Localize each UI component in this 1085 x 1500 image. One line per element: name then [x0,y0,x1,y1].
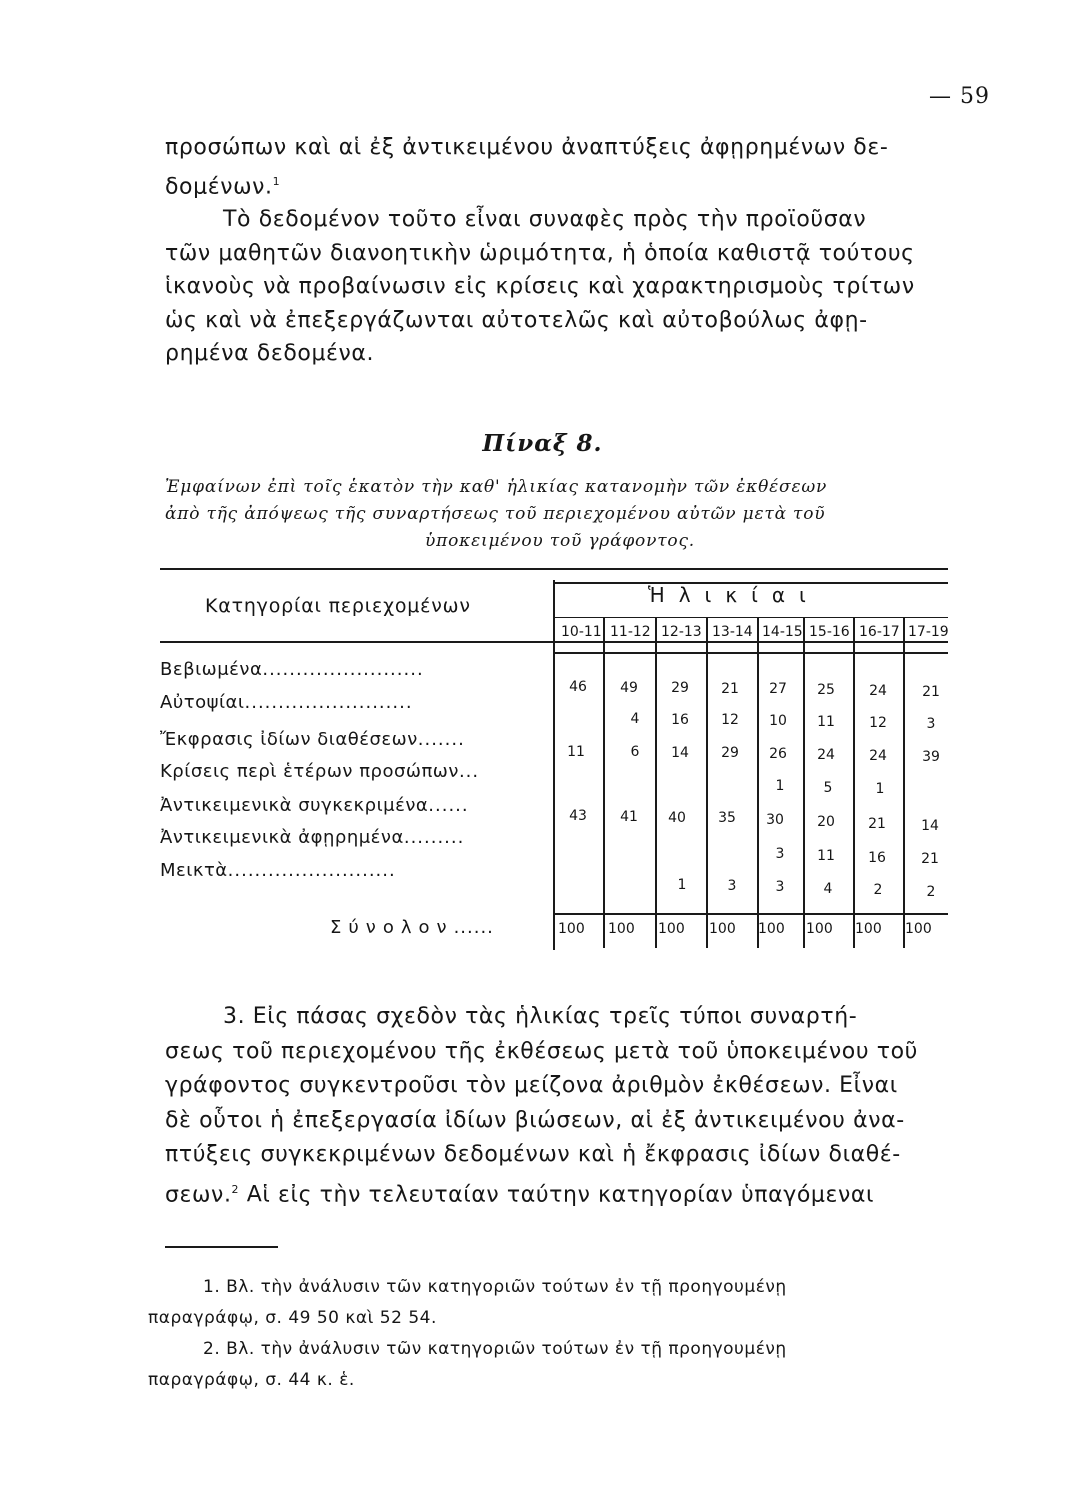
column-divider [603,618,605,948]
table-cell: 2 [926,884,936,900]
row-label-vevio: Βεβιωμένα........................ [160,659,424,680]
age-header: Ἡλικίαι [648,583,820,607]
table-cell: 46 [569,679,587,695]
age-group-label: 17-19 [908,624,949,640]
table-cell: 16 [868,850,886,866]
paragraph-bottom [165,1000,958,1212]
table-cell: 5 [823,780,833,796]
table-cell: 21 [921,851,939,867]
age-group-label: 12-13 [661,624,702,640]
age-group-label: 15-16 [809,624,850,640]
column-divider [903,618,905,948]
text-line: 3. Εἰς πάσας σχεδὸν τὰς ἡλικίας τρεῖς τύποι συναρτή- [223,1004,858,1029]
table-cell: 27 [769,681,787,697]
table-cell: 3 [775,879,785,895]
row-label-ekfrasis: Ἔκφρασις ἰδίων διαθέσεων....... [160,729,465,750]
age-group-label: 16-17 [859,624,900,640]
table-cell: 4 [630,711,640,727]
text-line: Τὸ δεδομένον τοῦτο εἶναι συναφὲς πρὸς τὴν προϊοῦσαν [223,207,867,233]
text-line: γράφοντος συγκεντροῦσι τὸν μείζονα ἀριθμὸν ἐκθέσεων. Εἶναι [165,1073,898,1098]
table-cell: 1 [875,781,885,797]
table-cell: 49 [620,680,638,696]
column-divider [803,618,805,948]
total-cell: 100 [806,921,833,937]
caption-line: ὑποκειμένου τοῦ γράφοντος. [424,531,695,551]
total-cell: 100 [658,921,685,937]
table-cell: 43 [569,808,587,824]
table-cell: 29 [721,745,739,761]
table-cell: 35 [718,810,736,826]
total-cell: 100 [758,921,785,937]
table-cell: 25 [817,682,835,698]
table-cell: 21 [922,684,940,700]
category-header: Κατηγορίαι περιεχομένων [205,595,471,617]
table-cell: 12 [721,712,739,728]
footnote-line: παραγράφῳ, σ. 44 κ. ἑ. [148,1370,355,1390]
age-group-label: 13-14 [712,624,753,640]
text-line: σεων.$^2$ Αἱ εἰς τὴν τελευταίαν ταύτην κατηγορίαν ὑπαγόμεναι [165,1181,875,1207]
column-divider [757,618,759,948]
table-cell: 21 [868,816,886,832]
table-cell: 16 [671,712,689,728]
table-cell: 41 [620,809,638,825]
total-cell: 100 [558,921,585,937]
table-title: Πίναξ 8. [482,430,603,457]
column-divider [853,618,855,948]
text-line: τῶν μαθητῶν διανοητικὴν ὡριμότητα, ἡ ὁποία καθιστᾷ τούτους [165,240,915,266]
row-label-kriseis: Κρίσεις περὶ ἑτέρων προσώπων... [160,761,480,782]
footnote-line: 2. Βλ. τὴν ἀνάλυσιν τῶν κατηγοριῶν τούτων ἐν τῇ προηγουμένῃ [203,1339,787,1359]
table-cell: 20 [817,814,835,830]
table-cell: 24 [817,747,835,763]
text-line: προσώπων καὶ αἱ ἐξ ἀντικειμένου ἀναπτύξεις ἀφῃρημένων δε- [165,135,889,160]
label-divider [553,580,555,950]
age-group-label: 11-12 [610,624,651,640]
footnote-rule [165,1246,278,1248]
table-cell: 21 [721,681,739,697]
age-group-label: 10-11 [561,624,602,640]
column-divider [655,618,657,948]
table-cell: 30 [766,812,784,828]
table-cell: 3 [926,716,936,732]
age-group-label: 14-15 [762,624,803,640]
page-number: — 59 [929,84,990,109]
table-cell: 1 [677,877,687,893]
table-cell: 6 [630,744,640,760]
total-cell: 100 [709,921,736,937]
text-line: ρημένα δεδομένα. [165,341,375,367]
age-header-rule [555,617,948,618]
total-cell: 100 [855,921,882,937]
table-cell: 26 [769,746,787,762]
column-divider [706,618,708,948]
table-cell: 14 [671,745,689,761]
text-line: σεως τοῦ περιεχομένου τῆς ἐκθέσεως μετὰ τοῦ ὑποκειμένου τοῦ [165,1038,919,1064]
table-cell: 29 [671,680,689,696]
table-header-rule-thin [555,652,948,654]
text-line: ἱκανοὺς νὰ προβαίνωσιν εἰς κρίσεις καὶ χαρακτηρισμοὺς τρίτων [165,274,915,300]
table-cell: 11 [567,744,585,760]
table-caption [165,474,955,555]
footnote-ref: 1 [272,174,281,188]
caption-line: ἀπὸ τῆς ἀπόψεως τῆς συναρτήσεως τοῦ περιεχομένου αὐτῶν μετὰ τοῦ [165,504,826,524]
footnote-line: 1. Βλ. τὴν ἀνάλυσιν τῶν κατηγοριῶν τούτων ἐν τῇ προηγουμένῃ [203,1277,787,1297]
text-line: πτύξεις συγκεκριμένων δεδομένων καὶ ἡ ἔκφρασις ἰδίων διαθέ- [165,1142,901,1167]
text-line: δὲ οὗτοι ἡ ἐπεξεργασία ἰδίων βιώσεων, αἱ ἐξ ἀντικειμένου ἀνα- [165,1107,905,1133]
text-line: ὡς καὶ νὰ ἐπεξεργάζωνται αὐτοτελῶς καὶ αὐτοβούλως ἀφῃ- [165,307,868,333]
table-cell: 11 [817,714,835,730]
table-cell: 10 [769,713,787,729]
table-cell: 1 [775,778,785,794]
row-label-afirimena: Ἀντικειμενικὰ ἀφῃρημένα......... [160,827,465,848]
table-cell: 39 [922,749,940,765]
footnote-line: παραγράφῳ, σ. 49 50 καὶ 52 54. [148,1308,437,1328]
footnote-ref: 2 [231,1182,240,1196]
table-cell: 40 [668,810,686,826]
table-top-rule [160,568,948,570]
paragraph-top [165,131,958,371]
table-cell: 24 [869,748,887,764]
total-cell: 100 [608,921,635,937]
table-cell: 12 [869,715,887,731]
text-line: δομένων.$^1$ [165,173,281,199]
row-label-syngekrimena: Ἀντικειμενικὰ συγκεκριμένα...... [160,795,469,816]
table-cell: 11 [817,848,835,864]
total-rule [555,913,948,915]
table-cell: 24 [869,683,887,699]
table-cell: 4 [823,881,833,897]
table-cell: 14 [921,818,939,834]
row-label-meikta: Μεικτὰ......................... [160,860,396,881]
table-cell: 2 [873,882,883,898]
footnotes [148,1272,958,1396]
table-cell: 3 [775,846,785,862]
caption-line: Ἐμφαίνων ἐπὶ τοῖς ἑκατὸν τὴν καθ' ἡλικίας κατανομὴν τῶν ἐκθέσεων [165,477,828,497]
total-cell: 100 [905,921,932,937]
table-cell: 3 [727,878,737,894]
row-label-autopsiai: Αὐτοψίαι......................... [160,692,413,713]
total-label: Σύνολον...... [330,917,494,938]
